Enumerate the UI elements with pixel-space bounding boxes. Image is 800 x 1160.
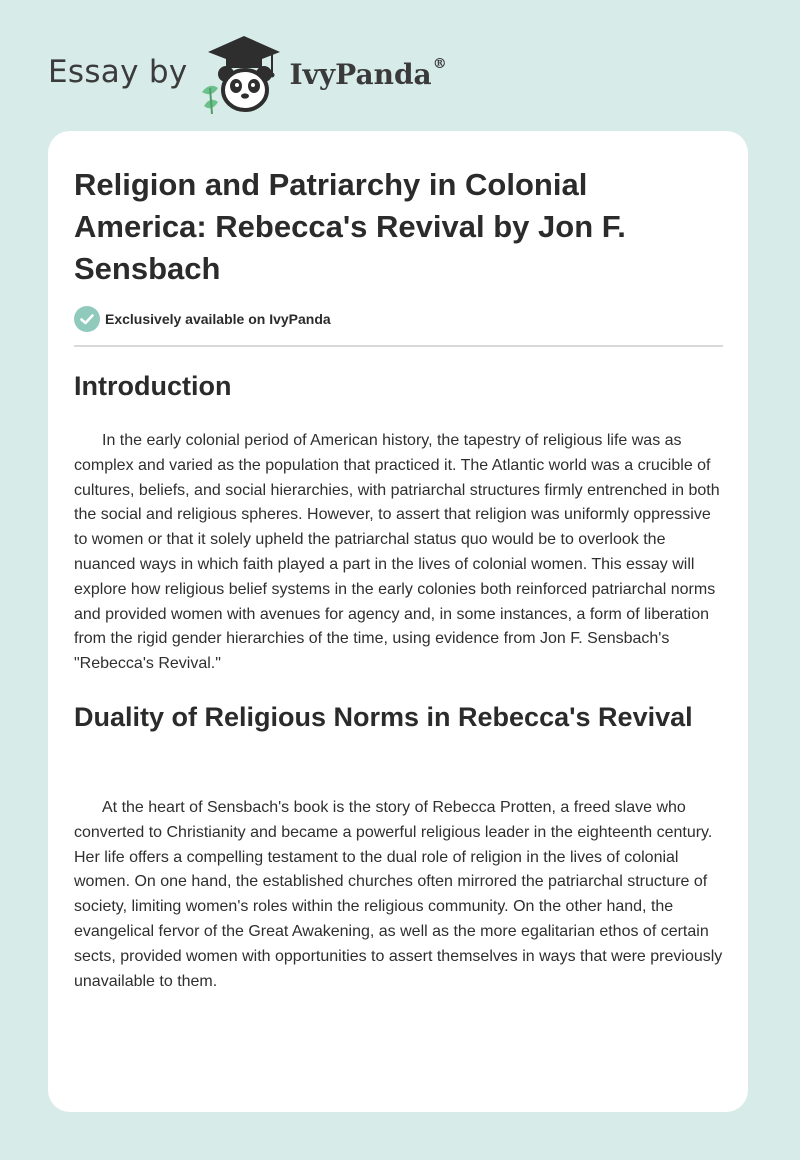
exclusive-badge (74, 306, 331, 332)
essay-card (48, 131, 748, 1112)
brand-header (48, 30, 447, 114)
section-paragraph-duality: At the heart of Sensbach's book is the story of Rebecca Protten, a freed slave who converted to Christianity and became a powerful religious leader in the eighteenth century. Her life offers a compelling testament to the dual role of religion in the lives of colonial women. On one hand, the established churches often mirrored the patriarchal structure of society, limiting women's roles within the religious community. On the other hand, the evangelical fervor of the Great Awakening, as well as the more egalitarian ethos of certain sects, provided women with opportunities to assert themselves in ways that were previously unavailable to them. (74, 799, 723, 990)
divider (74, 345, 723, 347)
exclusive-text: Exclusively available on IvyPanda (105, 311, 331, 327)
registered-mark: ® (432, 55, 447, 72)
section-heading-introduction: Introduction (74, 371, 232, 401)
panda-graduation-cap-logo-icon (198, 30, 284, 114)
essay-title: Religion and Patriarchy in Colonial America: Rebecca's Revival by Jon F. Sensbach (74, 167, 626, 286)
essay-by-label: Essay by (48, 54, 188, 90)
section-paragraph-introduction: In the early colonial period of American history, the tapestry of religious life was as complex and varied as the population that practiced it. The Atlantic world was a crucible of cultures, beliefs, and social hierarchies, with patriarchal structures firmly entrenched in both the social and religious spheres. However, to assert that religion was uniformly oppressive to women or that it solely upheld the patriarchal status quo would be to overlook the nuanced ways in which faith played a part in the lives of colonial women. This essay will explore how religious belief systems in the early colonies both reinforced patriarchal norms and provided women with avenues for agency and, in some instances, a form of liberation from the rigid gender hierarchies of the time, using evidence from Jon F. Sensbach's "Rebecca's Revival." (74, 432, 720, 673)
section-heading-duality: Duality of Religious Norms in Rebecca's Revival (74, 702, 693, 732)
checkmark-circle-icon (74, 306, 100, 332)
brand-name: IvyPanda® (289, 55, 447, 91)
